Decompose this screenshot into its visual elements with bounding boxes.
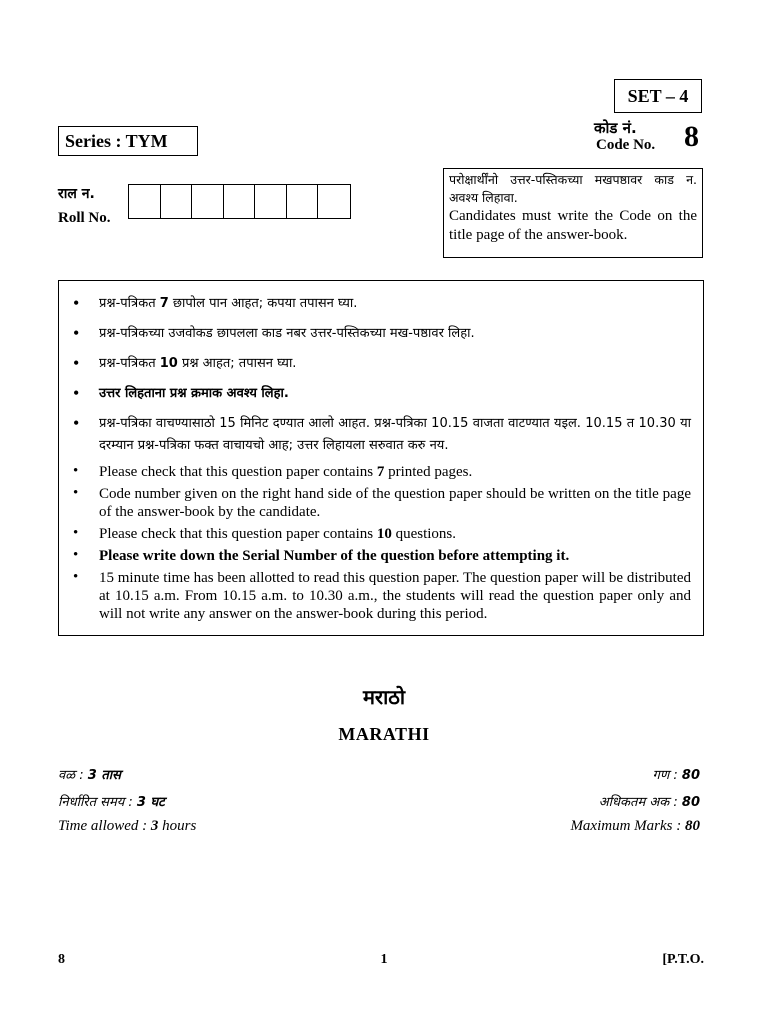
instruction-text: प्रश्न-पत्रिकच्या उजवोकड छापलला काड नबर उत्तर-पस्तिकच्या मख-पष्ठावर लिहा.	[99, 326, 475, 341]
bullet-icon: •	[73, 323, 80, 343]
marks-hindi-2-label: अधिकतम अक :	[598, 795, 682, 810]
subject-title-english: MARATHI	[338, 724, 430, 744]
bullet-icon: •	[73, 293, 80, 313]
instruction-text: Please check that this question paper contains 7 printed pages.	[99, 464, 473, 480]
bullet-icon: •	[73, 463, 79, 479]
marks-hindi	[653, 765, 700, 783]
instruction-item-en	[73, 525, 691, 543]
code-label-hindi: कोड नं.	[594, 119, 637, 137]
bullet-icon: •	[73, 485, 79, 501]
instruction-item-hi	[73, 413, 691, 457]
roll-label-hindi: राल न.	[58, 186, 95, 202]
bullet-icon: •	[73, 525, 79, 541]
roll-number-box[interactable]	[129, 185, 161, 218]
time-english	[58, 818, 196, 835]
marks-hindi-value: 80	[681, 768, 700, 783]
time-english-unit: hours	[158, 818, 197, 834]
time-hindi-2	[58, 792, 165, 810]
marks-hindi-label: गण :	[652, 768, 682, 783]
instruction-text: Code number given on the right hand side of the question paper should be written on the title page of the answer-book by the candidate.	[99, 486, 691, 520]
marks-hindi-2-value: 80	[681, 795, 700, 810]
code-note-box	[443, 168, 703, 258]
instruction-text: प्रश्न-पत्रिकत 7 छापोल पान आहत; कपया तपासन घ्या.	[99, 296, 358, 311]
footer-pto: [P.T.O.	[662, 952, 704, 967]
series-label: Series : TYM	[58, 126, 198, 156]
instruction-item-en	[73, 569, 691, 623]
marks-english-value: 80	[685, 818, 700, 834]
time-hindi-value: 3 तास	[87, 768, 121, 783]
time-hindi-label: वळ :	[58, 768, 88, 783]
roll-number-box[interactable]	[255, 185, 287, 218]
instruction-item-en	[73, 485, 691, 521]
time-hindi-2-label: निर्धारित समय :	[58, 795, 137, 810]
instruction-text: Please check that this question paper contains 10 questions.	[99, 526, 457, 542]
instruction-item-hi	[73, 293, 691, 315]
bullet-icon: •	[73, 353, 80, 373]
code-note-hindi: परोक्षार्थींनो उत्तर-पस्तिकच्या मखपष्ठावर काड न. अवश्य लिहावा.	[449, 172, 697, 205]
instruction-text: उत्तर लिहताना प्रश्न क्रमाक अवश्य लिहा.	[99, 386, 289, 401]
subject-title-hindi: मराठो	[362, 685, 406, 709]
instruction-text: प्रश्न-पत्रिकत 10 प्रश्न आहत; तपासन घ्या.	[99, 356, 297, 371]
instruction-item-en	[73, 463, 691, 481]
code-label-english: Code No.	[596, 137, 656, 153]
instructions-box	[58, 280, 704, 636]
roll-number-box[interactable]	[287, 185, 319, 218]
instruction-item-hi	[73, 353, 691, 375]
time-english-value: 3	[150, 818, 159, 834]
instruction-item-hi	[73, 383, 691, 405]
instruction-item-hi	[73, 323, 691, 345]
instruction-item-en	[73, 547, 691, 565]
time-hindi-2-value: 3 घट	[136, 795, 165, 810]
bullet-icon: •	[73, 569, 79, 585]
time-hindi	[58, 765, 121, 783]
footer-code: 8	[58, 952, 65, 967]
roll-label-english: Roll No.	[58, 210, 111, 226]
marks-hindi-2	[599, 792, 700, 810]
bullet-icon: •	[73, 547, 79, 563]
marks-english-label: Maximum Marks :	[570, 818, 685, 834]
roll-number-box[interactable]	[318, 185, 350, 218]
bullet-icon: •	[73, 383, 80, 403]
roll-number-box[interactable]	[224, 185, 256, 218]
set-label: SET – 4	[614, 79, 702, 113]
bullet-icon: •	[73, 413, 80, 433]
roll-number-box[interactable]	[161, 185, 193, 218]
time-english-label: Time allowed :	[58, 818, 151, 834]
code-note-english: Candidates must write the Code on the title page of the answer-book.	[449, 208, 697, 243]
roll-number-boxes[interactable]	[128, 184, 351, 219]
footer-page-number: 1	[380, 952, 388, 967]
instruction-text: 15 minute time has been allotted to read this question paper. The question paper will be distributed at 10.15 a.m. From 10.15 a.m. to 10.30 a.m., the students will read the question paper only and will not write any answer on the answer-book during this period.	[99, 570, 691, 622]
roll-number-box[interactable]	[192, 185, 224, 218]
marks-english	[570, 818, 700, 835]
instruction-text: प्रश्न-पत्रिका वाचण्यासाठो 15 मिनिट दण्यात आलो आहत. प्रश्न-पत्रिका 10.15 वाजता वाटण्यात यइल. 10.15 त 10.30 या दरम्यान प्रश्न-पत्रिका फक्त वाचायचो आह; उत्तर लिहायला सरुवात करु नय.	[99, 416, 691, 453]
code-number: 8	[684, 120, 699, 153]
instruction-text: Please write down the Serial Number of the question before attempting it.	[99, 548, 570, 564]
